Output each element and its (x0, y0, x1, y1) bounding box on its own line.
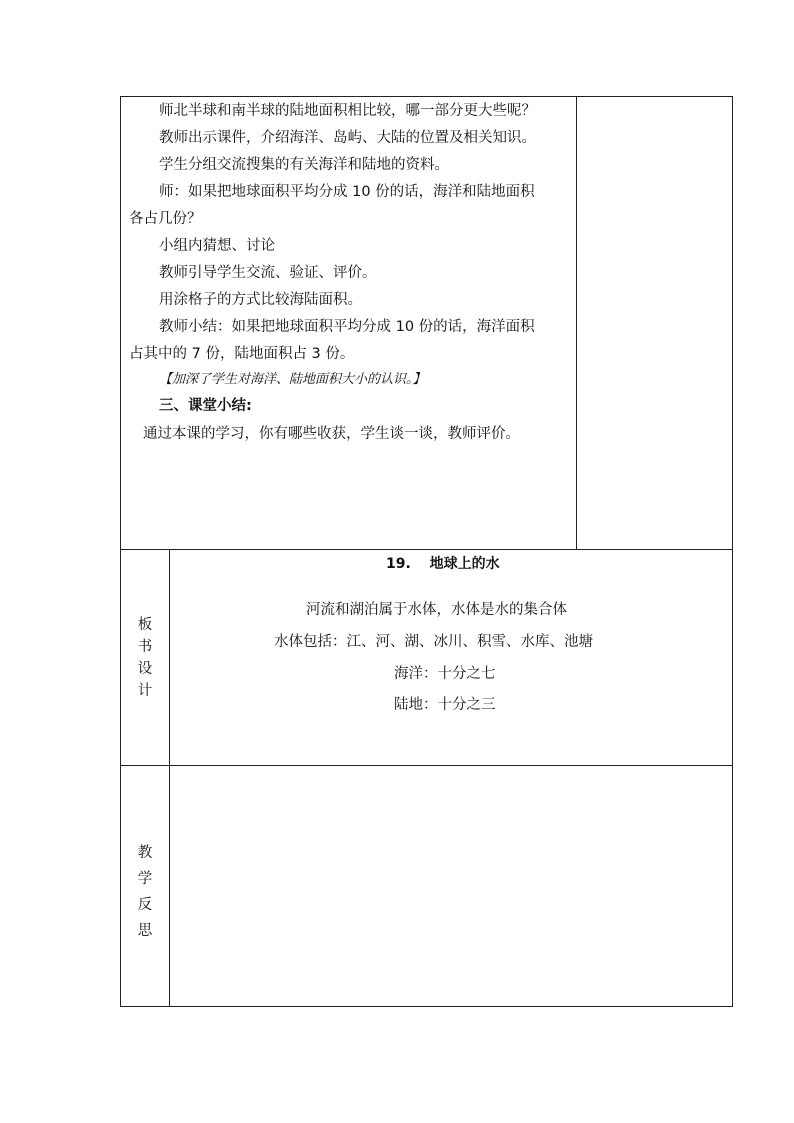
board-line: 陆地：十分之三 (394, 697, 496, 713)
board-design-label (121, 614, 169, 702)
label-char: 设 (137, 661, 153, 677)
board-line: 海洋：十分之七 (394, 666, 496, 682)
table-border-bottom (120, 1006, 733, 1007)
label-char: 计 (137, 683, 153, 699)
board-title: 19. 地球上的水 (386, 556, 500, 572)
label-char: 书 (137, 639, 153, 655)
summary-heading: 三、课堂小结: (159, 398, 252, 414)
lesson-line: 师：如果把地球面积平均分成 10 份的话，海洋和陆地面积 (159, 184, 535, 200)
lesson-note: 【加深了学生对海洋、陆地面积大小的认识。】 (159, 372, 426, 387)
lesson-line: 师北半球和南半球的陆地面积相比较，哪一部分更大些呢？ (159, 103, 536, 119)
lesson-line: 教师引导学生交流、验证、评价。 (159, 265, 377, 281)
reflection-label (121, 840, 169, 944)
lesson-line: 占其中的 7 份，陆地面积占 3 份。 (129, 346, 355, 362)
lesson-line: 教师出示课件，介绍海洋、岛屿、大陆的位置及相关知识。 (159, 130, 536, 146)
table-border-right (732, 96, 733, 1007)
label-char: 思 (137, 923, 153, 939)
lesson-line: 学生分组交流搜集的有关海洋和陆地的资料。 (159, 157, 449, 173)
label-char: 反 (137, 897, 153, 913)
label-char: 教 (137, 845, 153, 861)
table-border-top (120, 96, 733, 97)
row-divider-1 (120, 549, 733, 550)
lesson-line: 小组内猜想、讨论 (159, 238, 275, 254)
lesson-line: 教师小结：如果把地球面积平均分成 10 份的话，海洋面积 (159, 319, 535, 335)
lesson-line: 各占几份？ (129, 211, 202, 227)
top-column-divider (576, 96, 577, 549)
lesson-line: 用涂格子的方式比较海陆面积。 (159, 292, 362, 308)
board-line: 水体包括：江、河、湖、冰川、积雪、水库、池塘 (274, 634, 593, 650)
label-char: 学 (137, 871, 153, 887)
label-char: 板 (137, 617, 153, 633)
board-line: 河流和湖泊属于水体，水体是水的集合体 (306, 602, 567, 618)
reflection-content-cell (170, 766, 732, 1006)
summary-text: 通过本课的学习，你有哪些收获，学生谈一谈，教师评价。 (143, 426, 520, 442)
